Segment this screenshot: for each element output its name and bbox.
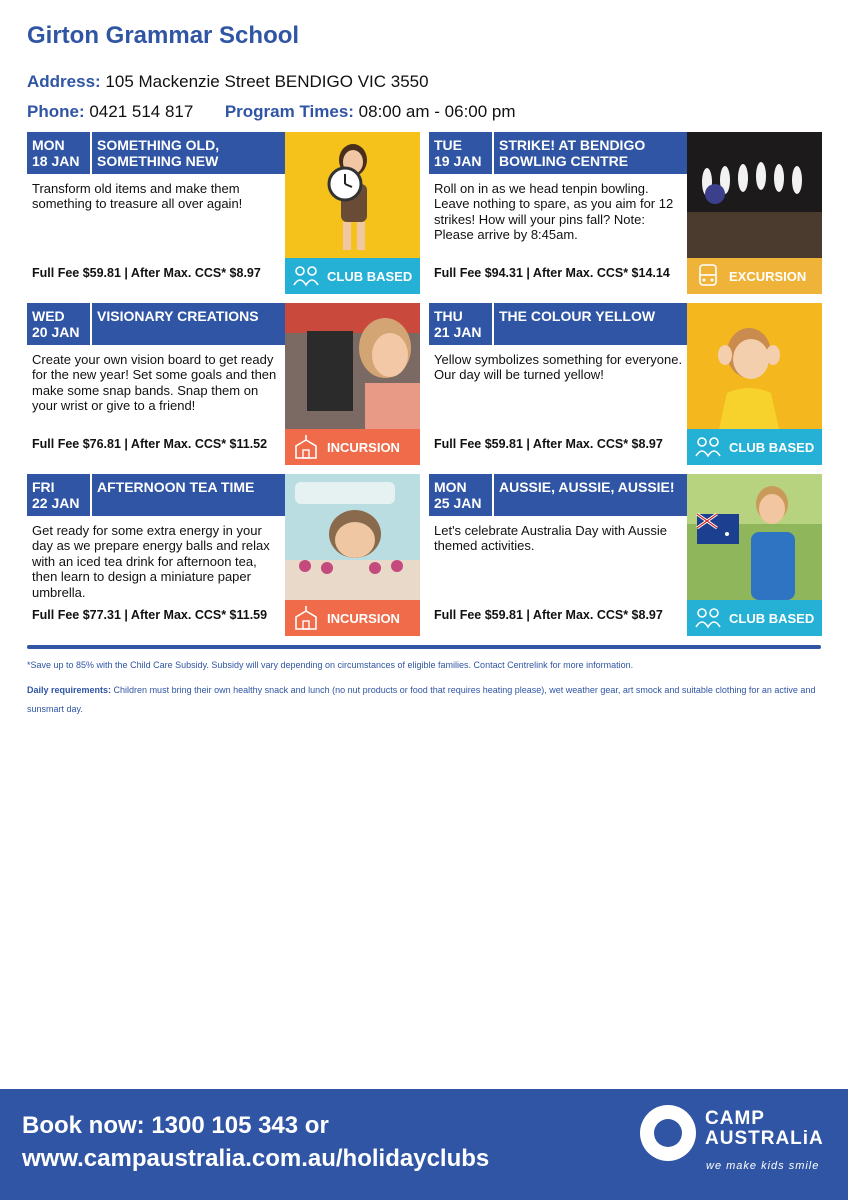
excursion-tag	[687, 258, 822, 294]
day-card-mon-18	[27, 132, 420, 294]
activity-title: AFTERNOON TEA TIME	[92, 474, 285, 516]
activity-description: Yellow symbolizes something for everyone. Our day will be turned yellow!	[434, 352, 683, 383]
program-times-label: Program Times:	[224, 102, 354, 121]
tag-label: CLUB BASED	[327, 269, 413, 284]
day-label	[429, 474, 492, 516]
weekday: THU	[434, 308, 463, 324]
phone-value[interactable]: 0421 514 817	[89, 102, 194, 121]
weekday: WED	[32, 308, 65, 324]
day-card-fri-22	[27, 474, 420, 636]
day-label	[27, 303, 90, 345]
day-label	[429, 303, 492, 345]
phone-label: Phone:	[27, 102, 85, 121]
bus-icon	[694, 263, 722, 289]
logo-inner-mark	[654, 1119, 682, 1147]
school-icon	[292, 434, 320, 460]
day-label	[27, 132, 90, 174]
address-line	[27, 72, 429, 92]
day-card-wed-20	[27, 303, 420, 465]
girl-with-clock-photo	[285, 132, 420, 258]
activity-title: VISIONARY CREATIONS	[92, 303, 285, 345]
phone-line	[27, 102, 516, 122]
club-based-tag	[687, 600, 822, 636]
weekday: MON	[434, 479, 467, 495]
boy-with-flag-photo	[687, 474, 822, 600]
booking-url[interactable]: www.campaustralia.com.au/holidayclubs	[22, 1145, 490, 1172]
tag-label: INCURSION	[327, 440, 400, 455]
activity-title: THE COLOUR YELLOW	[494, 303, 687, 345]
daily-requirements-text: Children must bring their own healthy snack and lunch (no nut products or food that requires heating please), wet weather gear, art smock and suitable clothing for an active and sunsmart day.	[27, 685, 816, 714]
club-based-tag	[687, 429, 822, 465]
activity-fee: Full Fee $59.81 | After Max. CCS* $8.97	[32, 266, 261, 280]
day-label	[429, 132, 492, 174]
bowling-pins-photo	[687, 132, 822, 258]
daily-requirements-note	[27, 681, 817, 719]
people-icon	[292, 263, 320, 289]
activity-fee: Full Fee $94.31 | After Max. CCS* $14.14	[434, 266, 670, 280]
school-title: Girton Grammar School	[27, 22, 300, 49]
day-label	[27, 474, 90, 516]
date: 25 JAN	[434, 495, 482, 511]
people-icon	[694, 434, 722, 460]
tag-label: EXCURSION	[729, 269, 807, 284]
day-card-thu-21	[429, 303, 822, 465]
incursion-tag	[285, 600, 420, 636]
girl-yellow-dress-photo	[687, 303, 822, 429]
logo-line-2: AUSTRALiA	[705, 1128, 824, 1149]
people-icon	[694, 605, 722, 631]
tag-label: INCURSION	[327, 611, 400, 626]
activity-fee: Full Fee $76.81 | After Max. CCS* $11.52	[32, 437, 268, 451]
school-icon	[292, 605, 320, 631]
logo-line-1: CAMP	[705, 1108, 765, 1129]
date: 20 JAN	[32, 324, 80, 340]
date: 22 JAN	[32, 495, 80, 511]
daily-requirements-label: Daily requirements:	[27, 685, 112, 695]
booking-info	[22, 1109, 489, 1175]
activity-title: STRIKE! AT BENDIGO BOWLING CENTRE	[494, 132, 687, 174]
child-sweets-photo	[285, 474, 420, 600]
program-times-value: 08:00 am - 06:00 pm	[358, 102, 516, 121]
weekday: FRI	[32, 479, 55, 495]
day-card-tue-19	[429, 132, 822, 294]
weekday: TUE	[434, 137, 462, 153]
date: 18 JAN	[32, 153, 80, 169]
address-value: 105 Mackenzie Street BENDIGO VIC 3550	[105, 72, 429, 91]
activity-fee: Full Fee $77.31 | After Max. CCS* $11.59	[32, 608, 268, 622]
activity-fee: Full Fee $59.81 | After Max. CCS* $8.97	[434, 437, 663, 451]
date: 21 JAN	[434, 324, 482, 340]
tag-label: CLUB BASED	[729, 611, 815, 626]
weekday: MON	[32, 137, 65, 153]
activity-description: Let's celebrate Australia Day with Aussie themed activities.	[434, 523, 667, 554]
activity-description: Get ready for some extra energy in your day as we prepare energy balls and relax with an iced tea drink for afternoon tea, then learn to design a miniature paper umbrella.	[32, 523, 270, 600]
activity-description: Transform old items and make them something to treasure all over again!	[32, 181, 243, 212]
activity-title: AUSSIE, AUSSIE, AUSSIE!	[494, 474, 687, 516]
tag-label: CLUB BASED	[729, 440, 815, 455]
activity-fee: Full Fee $59.81 | After Max. CCS* $8.97	[434, 608, 663, 622]
club-based-tag	[285, 258, 420, 294]
booking-phone[interactable]: Book now: 1300 105 343 or	[22, 1112, 329, 1139]
section-divider	[27, 645, 821, 649]
subsidy-note: *Save up to 85% with the Child Care Subsidy. Subsidy will vary depending on circumstances of eligible families. Contact Centrelink for more information.	[27, 660, 634, 670]
day-card-mon-25	[429, 474, 822, 636]
footer-banner	[0, 1089, 848, 1200]
incursion-tag	[285, 429, 420, 465]
child-vision-board-photo	[285, 303, 420, 429]
address-label: Address:	[27, 72, 101, 91]
activity-title: SOMETHING OLD, SOMETHING NEW	[92, 132, 285, 174]
logo-tagline: we make kids smile	[706, 1160, 820, 1172]
activity-description: Roll on in as we head tenpin bowling. Leave nothing to spare, as you aim for 12 strikes! How will your pins fall? Note: Please arrive by 8:45am.	[434, 181, 674, 243]
camp-australia-logo-text	[705, 1109, 824, 1149]
date: 19 JAN	[434, 153, 482, 169]
activity-description: Create your own vision board to get ready for the new year! Set some goals and then make some snap bands. Snap them on your wrist or give to a friend!	[32, 352, 277, 414]
